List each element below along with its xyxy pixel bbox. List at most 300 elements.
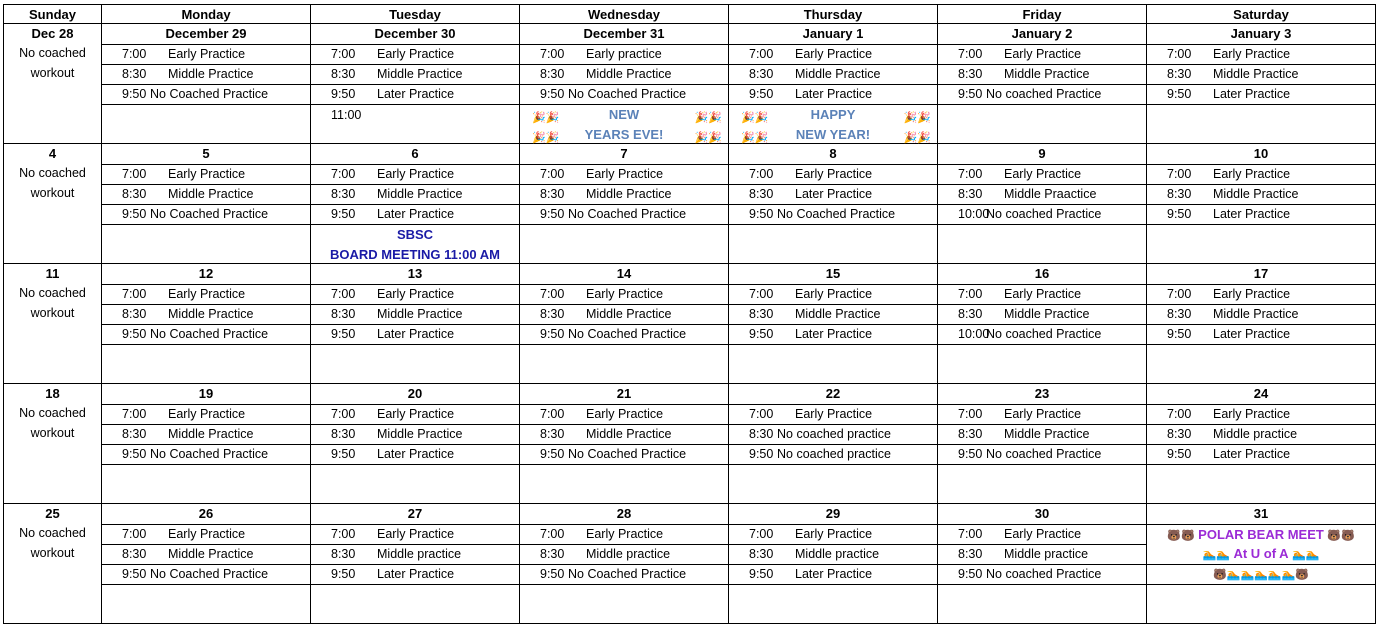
day-cell (728, 384, 937, 503)
day-number: January 3 (1230, 26, 1292, 41)
notes-area (938, 584, 1146, 625)
entry-time: 7:00 (122, 527, 147, 541)
day-number: December 29 (165, 26, 247, 41)
day-cell (310, 384, 519, 503)
day-cell (310, 144, 519, 263)
schedule-entry (938, 564, 1146, 585)
week-row (3, 144, 1376, 264)
schedule-entry (102, 44, 310, 65)
entry-label: Middle Practice (377, 67, 463, 81)
schedule-entry (520, 84, 728, 105)
day-cell-sunday (3, 144, 101, 263)
day-number: 30 (1034, 506, 1050, 521)
entry-time: 7:00 (958, 167, 983, 181)
party-popper-icon: 🎉🎉 (694, 131, 722, 144)
entry-label: Early Practice (1004, 47, 1082, 61)
entry-label: Early Practice (795, 407, 873, 421)
schedule-entry (729, 524, 937, 545)
schedule-entry (102, 204, 310, 225)
entry-time: 7:00 (331, 527, 356, 541)
weekday-header-2: Tuesday (310, 5, 519, 23)
entry-time: 9:50 (749, 447, 774, 461)
notes-area (520, 464, 728, 505)
entry-time: 7:00 (540, 47, 565, 61)
entry-time: 8:30 (540, 187, 565, 201)
day-number: 21 (616, 386, 632, 401)
party-popper-icon: 🎉🎉 (532, 131, 560, 144)
entry-time: 8:30 (540, 67, 565, 81)
notes-area (729, 584, 937, 625)
sunday-note: No coached (19, 286, 86, 300)
entry-label: Early Practice (586, 287, 664, 301)
entry-label: Middle Practice (1004, 307, 1090, 321)
entry-time: 8:30 (331, 307, 356, 321)
entry-label: Early Practice (795, 167, 873, 181)
schedule-entry (102, 284, 310, 305)
schedule-entry (729, 84, 937, 105)
schedule-entry (520, 44, 728, 65)
day-cell-sunday (3, 24, 101, 143)
entry-label: Later Practice (795, 187, 873, 201)
event-row (1147, 524, 1375, 545)
schedule-entry (311, 304, 519, 325)
schedule-entry (311, 424, 519, 445)
day-number: 14 (616, 266, 632, 281)
entry-time: 10:00 (958, 207, 990, 221)
entry-label: Early Practice (377, 47, 455, 61)
event-location: At U of A (1233, 546, 1289, 561)
entry-label: Middle Practice (377, 187, 463, 201)
entry-label: Middle practice (795, 547, 880, 561)
day-number: 4 (48, 146, 57, 161)
day-cell (728, 504, 937, 623)
entry-time: 7:00 (540, 407, 565, 421)
schedule-entry (102, 444, 310, 465)
entry-time: 8:30 (958, 187, 983, 201)
schedule-entry (729, 444, 937, 465)
entry-label: Early Practice (1004, 407, 1082, 421)
entry-label: Early Practice (795, 287, 873, 301)
event-note-line2: NEW YEAR! (795, 127, 871, 142)
day-number: 6 (411, 146, 419, 161)
schedule-entry (938, 84, 1146, 105)
party-popper-icon: 🎉🎉 (741, 111, 769, 124)
day-number: 18 (45, 386, 60, 401)
event-note-line1: NEW (608, 107, 640, 122)
schedule-entry (938, 164, 1146, 185)
notes-area (520, 344, 728, 385)
day-number: 15 (825, 266, 841, 281)
entry-time: 8:30 (331, 187, 356, 201)
entry-label: Middle Practice (586, 307, 672, 321)
entry-time: 7:00 (958, 287, 983, 301)
entry-time: 9:50 (122, 207, 147, 221)
entry-label: No coached Practice (986, 567, 1102, 581)
day-cell (728, 24, 937, 143)
party-popper-icon: 🎉🎉 (694, 111, 722, 124)
entry-label: No Coached Practice (568, 207, 687, 221)
entry-label: No Coached Practice (568, 447, 687, 461)
notes-area (311, 584, 519, 625)
polar-bear-icon: 🐻🐻 (1323, 529, 1355, 542)
week-row (3, 264, 1376, 384)
schedule-entry (729, 64, 937, 85)
entry-label: Middle Practice (377, 427, 463, 441)
notes-area (729, 104, 937, 145)
entry-time: 7:00 (749, 47, 774, 61)
notes-area (102, 104, 310, 145)
day-cell (1146, 504, 1376, 623)
notes-area (520, 584, 728, 625)
schedule-entry (938, 444, 1146, 465)
entry-time: 8:30 (1167, 307, 1192, 321)
day-cell (519, 144, 728, 263)
day-cell (728, 144, 937, 263)
day-number: 5 (202, 146, 210, 161)
entry-time: 8:30 (540, 427, 565, 441)
entry-time: 7:00 (958, 527, 983, 541)
schedule-entry (311, 324, 519, 345)
notes-area (1147, 464, 1375, 505)
entry-time: 8:30 (749, 427, 774, 441)
schedule-entry (729, 564, 937, 585)
event-note-line2: YEARS EVE! (584, 127, 664, 142)
day-number: January 2 (1011, 26, 1073, 41)
notes-area (938, 224, 1146, 265)
entry-time: 7:00 (540, 527, 565, 541)
entry-label: Later Practice (377, 207, 455, 221)
entry-label: Early Practice (377, 167, 455, 181)
calendar (3, 4, 1376, 603)
entry-time: 7:00 (958, 47, 983, 61)
entry-time: 7:00 (1167, 407, 1192, 421)
sunday-note: workout (30, 546, 75, 560)
weekday-header-1: Monday (101, 5, 310, 23)
entry-label: Middle Practice (1213, 307, 1299, 321)
week-row (3, 384, 1376, 504)
day-number: 20 (407, 386, 423, 401)
schedule-entry (102, 64, 310, 85)
entry-time: 7:00 (958, 407, 983, 421)
weekday-header-3: Wednesday (519, 5, 728, 23)
entry-label: Later Practice (795, 327, 873, 341)
day-number: 9 (1038, 146, 1046, 161)
entry-time: 8:30 (1167, 187, 1192, 201)
entry-time: 9:50 (122, 327, 147, 341)
entry-label: Middle Practice (168, 547, 254, 561)
schedule-entry (311, 524, 519, 545)
day-cell (519, 24, 728, 143)
party-popper-icon: 🎉🎉 (532, 111, 560, 124)
day-cell (1146, 24, 1376, 143)
day-number: 19 (198, 386, 214, 401)
entry-time: 9:50 (1167, 447, 1192, 461)
entry-label: Early Practice (795, 527, 873, 541)
entry-time: 7:00 (122, 47, 147, 61)
party-popper-icon: 🎉🎉 (741, 131, 769, 144)
day-cell (101, 504, 310, 623)
entry-label: Early Practice (377, 527, 455, 541)
notes-area (938, 104, 1146, 145)
entry-time: 9:50 (1167, 87, 1192, 101)
notes-area (102, 344, 310, 385)
entry-label: Early Practice (377, 287, 455, 301)
entry-label: Early Practice (168, 527, 246, 541)
schedule-entry (311, 164, 519, 185)
entry-time: 9:50 (540, 447, 565, 461)
schedule-entry (938, 44, 1146, 65)
schedule-entry (520, 524, 728, 545)
entry-label: Later Practice (377, 87, 455, 101)
entry-label: Middle practice (1004, 547, 1089, 561)
entry-time: 9:50 (540, 567, 565, 581)
entry-label: Middle Practice (168, 307, 254, 321)
event-note-line2: BOARD MEETING 11:00 AM (330, 247, 500, 262)
schedule-entry (1147, 184, 1375, 205)
entry-time: 7:00 (749, 527, 774, 541)
day-cell (101, 264, 310, 383)
entry-time: 8:30 (958, 307, 983, 321)
notes-area (938, 344, 1146, 385)
schedule-entry (1147, 444, 1375, 465)
sunday-note: workout (30, 426, 75, 440)
day-cell (310, 504, 519, 623)
day-cell (519, 384, 728, 503)
schedule-entry (102, 324, 310, 345)
schedule-entry (729, 404, 937, 425)
sunday-note: No coached (19, 526, 86, 540)
entry-label: Middle Practice (1004, 67, 1090, 81)
entry-time: 9:50 (749, 567, 774, 581)
sunday-note: No coached (19, 46, 86, 60)
schedule-entry (311, 184, 519, 205)
entry-label: Middle practice (377, 547, 462, 561)
schedule-entry (938, 304, 1146, 325)
schedule-entry (1147, 324, 1375, 345)
schedule-entry (520, 64, 728, 85)
day-cell-sunday (3, 264, 101, 383)
schedule-entry (102, 424, 310, 445)
entry-label: Early Practice (1213, 407, 1291, 421)
sunday-note: No coached (19, 166, 86, 180)
schedule-entry (311, 404, 519, 425)
entry-label: No coached practice (777, 427, 891, 441)
day-cell (519, 504, 728, 623)
day-number: December 30 (374, 26, 456, 41)
entry-time: 7:00 (331, 287, 356, 301)
schedule-entry (520, 164, 728, 185)
notes-area (1147, 584, 1375, 625)
entry-time: 7:00 (540, 287, 565, 301)
entry-label: Later Practice (377, 447, 455, 461)
entry-label: No Coached Practice (150, 567, 269, 581)
day-cell (937, 144, 1146, 263)
entry-time: 8:30 (540, 547, 565, 561)
schedule-entry (938, 524, 1146, 545)
entry-time: 9:50 (540, 87, 565, 101)
schedule-entry (520, 404, 728, 425)
schedule-entry (1147, 404, 1375, 425)
icon-row (1147, 564, 1375, 585)
notes-area (102, 224, 310, 265)
schedule-entry (1147, 64, 1375, 85)
entry-label: Early Practice (1004, 527, 1082, 541)
entry-time: 7:00 (331, 407, 356, 421)
entry-label: Early Practice (795, 47, 873, 61)
notes-area (938, 464, 1146, 505)
entry-label: Early Practice (168, 167, 246, 181)
sunday-note: No coached (19, 406, 86, 420)
schedule-entry (729, 304, 937, 325)
entry-label: Middle Practice (586, 67, 672, 81)
entry-label: No Coached Practice (150, 327, 269, 341)
entry-label: Early Practice (586, 527, 664, 541)
entry-time: 8:30 (122, 547, 147, 561)
schedule-entry (311, 564, 519, 585)
day-cell (1146, 144, 1376, 263)
entry-time: 7:00 (1167, 47, 1192, 61)
schedule-entry (520, 544, 728, 565)
schedule-entry (729, 204, 937, 225)
entry-label: Middle practice (1213, 427, 1298, 441)
day-number: December 31 (583, 26, 665, 41)
weekday-header-0: Sunday (3, 5, 101, 23)
entry-time: 9:50 (122, 567, 147, 581)
schedule-entry (311, 84, 519, 105)
day-number: 11 (45, 266, 60, 281)
entry-label: Middle Practice (586, 187, 672, 201)
entry-label: Later Practice (1213, 327, 1291, 341)
entry-label: No Coached Practice (150, 447, 269, 461)
day-number: Dec 28 (31, 26, 74, 41)
entry-time: 7:00 (749, 167, 774, 181)
weekday-header-6: Saturday (1146, 5, 1376, 23)
schedule-entry (102, 304, 310, 325)
day-cell (728, 264, 937, 383)
entry-time: 9:50 (540, 327, 565, 341)
schedule-entry (102, 564, 310, 585)
entry-label: Early Practice (586, 407, 664, 421)
entry-label: Later Practice (377, 567, 455, 581)
schedule-entry (729, 324, 937, 345)
schedule-entry (102, 184, 310, 205)
entry-time: 8:30 (749, 307, 774, 321)
entry-label: No Coached Practice (568, 567, 687, 581)
notes-area (102, 584, 310, 625)
entry-time: 7:00 (122, 287, 147, 301)
day-cell (1146, 384, 1376, 503)
entry-label: Later Practice (795, 567, 873, 581)
entry-label: Early Practice (1004, 167, 1082, 181)
sunday-note: workout (30, 306, 75, 320)
day-cell (101, 384, 310, 503)
entry-label: Early Practice (1213, 287, 1291, 301)
entry-time: 7:00 (331, 167, 356, 181)
day-number: 17 (1253, 266, 1269, 281)
day-cell (101, 24, 310, 143)
schedule-entry (311, 544, 519, 565)
schedule-entry (938, 284, 1146, 305)
day-number: 8 (829, 146, 837, 161)
entry-time: 7:00 (331, 47, 356, 61)
entry-label: Middle Practice (1213, 67, 1299, 81)
entry-time: 7:00 (749, 407, 774, 421)
schedule-entry (520, 324, 728, 345)
sunday-note: workout (30, 66, 75, 80)
schedule-entry (938, 184, 1146, 205)
schedule-entry (729, 44, 937, 65)
entry-label: No coached Practice (986, 87, 1102, 101)
entry-time: 8:30 (749, 67, 774, 81)
day-number: 24 (1253, 386, 1269, 401)
schedule-entry (102, 404, 310, 425)
schedule-entry (729, 164, 937, 185)
entry-time: 7:00 (122, 407, 147, 421)
entry-time: 8:30 (122, 307, 147, 321)
entry-time: 9:50 (331, 327, 356, 341)
entry-label: No Coached Practice (568, 87, 687, 101)
entry-label: No coached practice (777, 447, 891, 461)
entry-time: 9:50 (540, 207, 565, 221)
day-number: 22 (825, 386, 841, 401)
notes-area (729, 464, 937, 505)
day-cell (937, 264, 1146, 383)
entry-label: Early Practice (1213, 167, 1291, 181)
event-note-line1: HAPPY (810, 107, 856, 122)
entry-time: 7:00 (122, 167, 147, 181)
polar-bear-icon: 🐻🐻 (1167, 529, 1199, 542)
event-note-line1: SBSC (396, 227, 434, 242)
schedule-entry (311, 444, 519, 465)
day-number: 16 (1034, 266, 1050, 281)
schedule-entry (938, 404, 1146, 425)
day-number: 10 (1253, 146, 1269, 161)
schedule-entry (1147, 164, 1375, 185)
schedule-entry (102, 544, 310, 565)
schedule-entry (1147, 84, 1375, 105)
entry-label: Early practice (586, 47, 662, 61)
day-cell (937, 24, 1146, 143)
entry-time: 8:30 (540, 307, 565, 321)
day-cell (310, 264, 519, 383)
entry-time: 8:30 (122, 187, 147, 201)
entry-time: 8:30 (749, 547, 774, 561)
entry-label: No coached Practice (986, 447, 1102, 461)
notes-area (311, 224, 519, 265)
day-number: 28 (616, 506, 632, 521)
swimmer-icon: 🏊🏊 (1288, 548, 1320, 561)
day-cell (1146, 264, 1376, 383)
schedule-entry (520, 284, 728, 305)
entry-label: Early Practice (168, 287, 246, 301)
schedule-entry (102, 164, 310, 185)
entry-time: 9:50 (958, 567, 983, 581)
entry-label: Middle practice (586, 547, 671, 561)
entry-label: Later Practice (795, 87, 873, 101)
schedule-entry (1147, 44, 1375, 65)
weekday-header (3, 4, 1376, 24)
entry-label: Early Practice (377, 407, 455, 421)
entry-label: Middle Practice (586, 427, 672, 441)
day-number: 7 (620, 146, 628, 161)
entry-label: Middle Practice (377, 307, 463, 321)
swimmer-icon: 🐻🏊🏊🏊🏊🏊🐻 (1213, 568, 1309, 581)
day-cell (310, 24, 519, 143)
notes-area (311, 464, 519, 505)
schedule-entry (1147, 424, 1375, 445)
schedule-entry (938, 64, 1146, 85)
entry-time: 8:30 (122, 427, 147, 441)
